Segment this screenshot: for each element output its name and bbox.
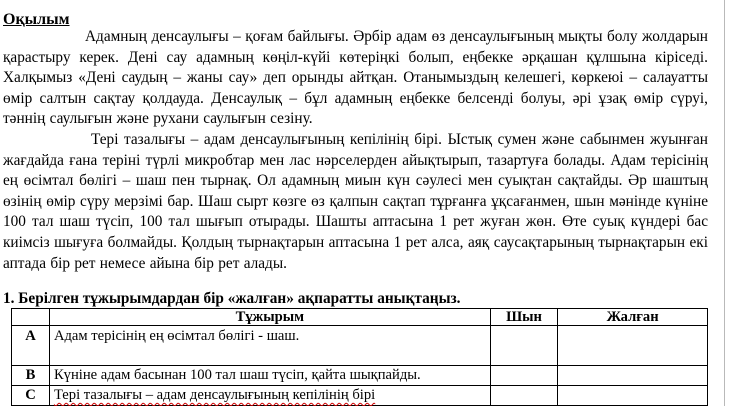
row-true-cell[interactable] xyxy=(490,386,557,406)
row-false-cell[interactable] xyxy=(558,326,708,366)
row-true-cell[interactable] xyxy=(490,366,557,386)
row-letter: A xyxy=(12,326,50,366)
row-statement: Адам терісінің ең өсімтал бөлігі - шаш. xyxy=(49,326,490,366)
row-statement: Күніне адам басынан 100 тал шаш түсіп, қайта шықпайды. xyxy=(49,366,490,386)
row-true-cell[interactable] xyxy=(490,326,557,366)
page-edge-divider xyxy=(724,0,725,406)
table-row xyxy=(12,386,708,406)
paragraph-health: Адамның денсаулығы – қоғам байлығы. Әрбір адам өз денсаулығының мықты болу жолдарын қарастыру керек. Дені сау адамның көңіл-күйі көтеріңкі болып, еңбекке әрқашан құлшына кіріседі. Халқымыз «Дені саудың – жаны сау» деп орынды айтқан. Отанымыздың келешегі, көркеюі – салауатты өмір салтын сақтау қолдауда. Денсаулық – бұл адамның еңбекке белсенді болуы, әрі ұзақ өмір сүруі, тәннің саулығын және рухани саулығын сезіну. xyxy=(3,28,708,128)
table-row xyxy=(12,326,708,366)
row-false-cell[interactable] xyxy=(558,386,708,406)
spellcheck-underlined-text: Тері тазалығы – адам денсаулығының кепілінің бірі xyxy=(53,387,376,403)
row-statement xyxy=(49,386,490,406)
row-false-cell[interactable] xyxy=(558,366,708,386)
row-letter: C xyxy=(12,386,50,406)
row-letter: B xyxy=(12,366,50,386)
header-false: Жалған xyxy=(558,309,708,326)
table-header-row xyxy=(12,309,708,326)
header-letter xyxy=(12,309,50,326)
statements-table xyxy=(11,308,708,406)
table-row xyxy=(12,366,708,386)
section-heading: Оқылым xyxy=(3,11,70,28)
header-statement: Тұжырым xyxy=(49,309,490,326)
question-title: 1. Берілген тұжырымдардан бір «жалған» ақпаратты анықтаңыз. xyxy=(3,290,461,307)
paragraph-skin-hygiene: Тері тазалығы – адам денсаулығының кепілінің бірі. Ыстық сумен және сабынмен жуынған жағдайда ғана теріні түрлі микробтар мен лас нәрселерден айықтырып, тазартуға болады. Адам терісінің ең өсімтал бөлігі – шаш пен тырнақ. Ол адамның миын күн сәулесі мен суықтан сақтайды. Әр шаштың өзінің өмір сүру мерзімі бар. Шаш сырт көзге өз қалпын сақтап тұрғанға ұқсағанмен, шын мәнінде күніне 100 тал шаш түсіп, 100 тал шығып отырады. Шашты аптасына 1 рет жуған жөн. Өте суық күндері бас киімсіз шығуға болмайды. Қолдың тырнақтарын аптасына 1 рет алса, аяқ саусақтарының тырнақтарын екі аптада бір рет немесе айына бір рет алады. xyxy=(3,131,708,272)
header-true: Шын xyxy=(490,309,557,326)
